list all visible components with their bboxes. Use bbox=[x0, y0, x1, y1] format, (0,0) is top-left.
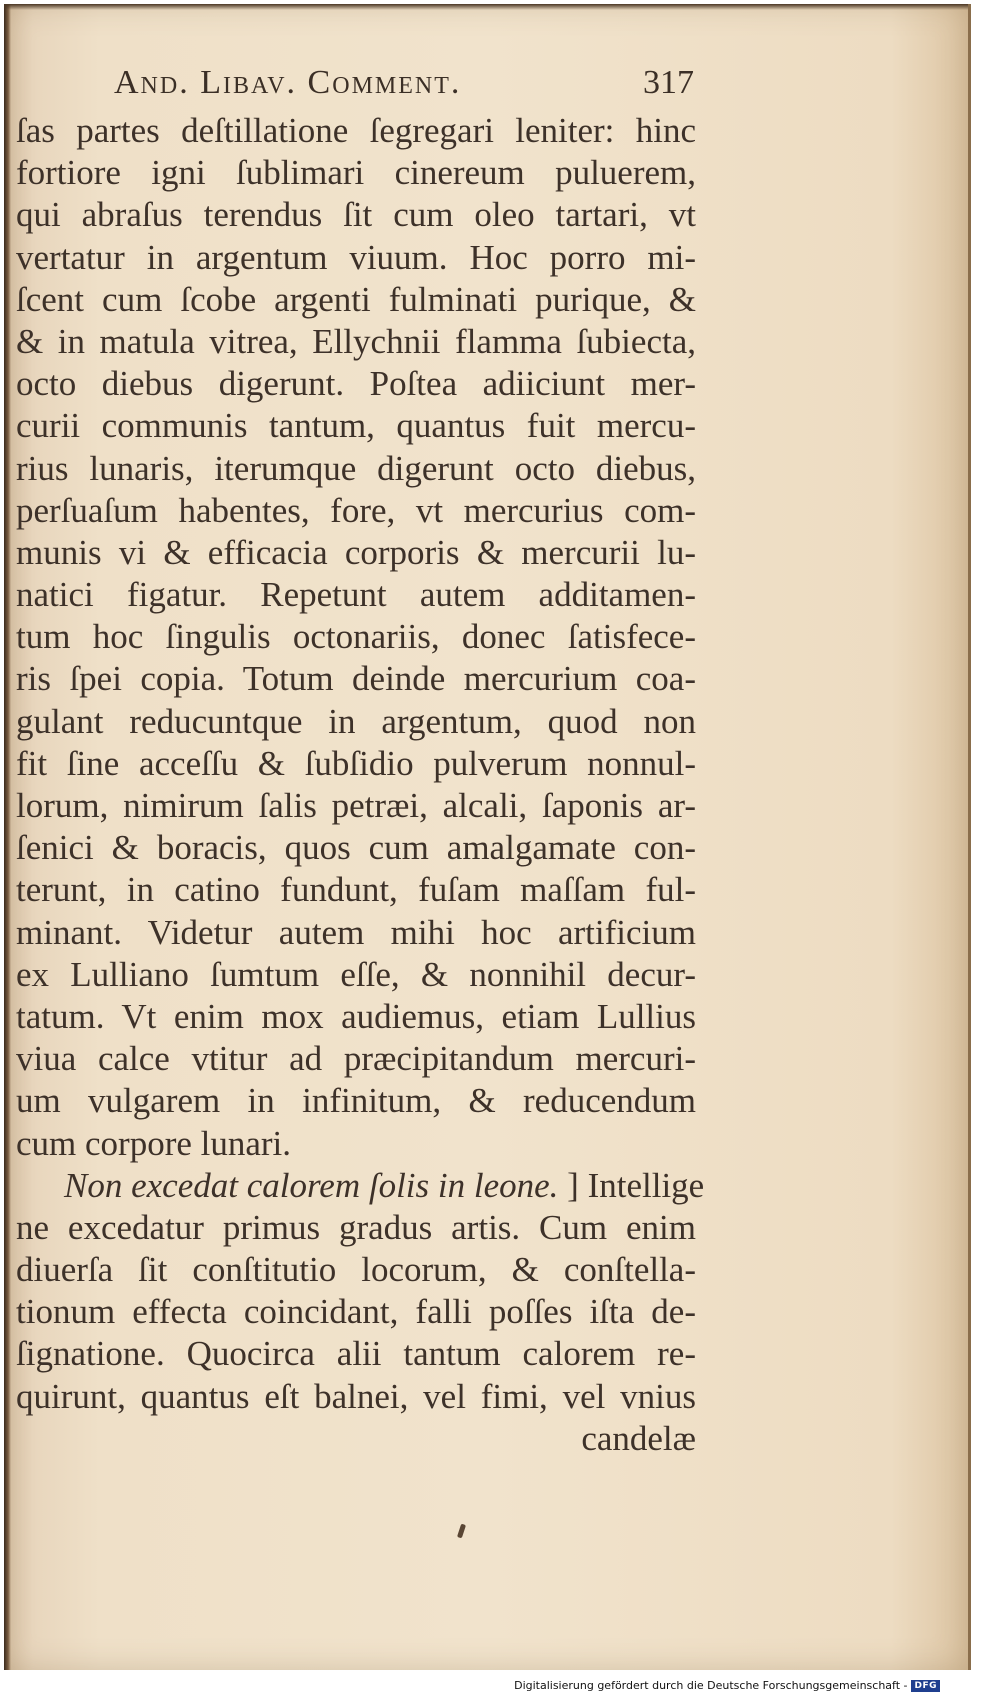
text-line: minant. Videtur autem mihi hoc artificium bbox=[16, 912, 696, 952]
text-line: curii communis tantum, quantus fuit mercu- bbox=[16, 406, 696, 446]
credit-text: Digitalisierung gefördert durch die Deutsche Forschungsgemeinschaft - bbox=[514, 1679, 908, 1692]
running-head-title: And. Libav. Comment. bbox=[114, 64, 462, 101]
catchword: candelæ bbox=[581, 1418, 696, 1458]
text-line: quirunt, quantus eſt balnei, vel fimi, vel vnius bbox=[16, 1376, 696, 1416]
text-line: tum hoc ſingulis octonariis, donec ſatisfece- bbox=[16, 617, 696, 657]
page-top-shadow bbox=[4, 4, 968, 10]
lemma-bracket: ] bbox=[567, 1165, 579, 1205]
text-block bbox=[16, 110, 705, 1460]
page-number: 317 bbox=[643, 64, 694, 101]
text-line: lorum, nimirum ſalis petræi, alcali, ſaponis ar- bbox=[16, 786, 696, 825]
text-line: vertatur in argentum viuum. Hoc porro mi- bbox=[16, 237, 696, 277]
text-line: octo diebus digerunt. Poſtea adiiciunt mer- bbox=[16, 364, 696, 404]
page-spine-shadow bbox=[4, 4, 11, 1670]
text-line: fit ſine acceſſu & ſubſidio pulverum nonnul- bbox=[16, 743, 696, 783]
text-line: ſcent cum ſcobe argenti fulminati purique, & bbox=[16, 279, 696, 319]
text-line: um vulgarem in infinitum, & reducendum bbox=[16, 1081, 696, 1121]
text-line: perſuaſum habentes, fore, vt mercurius com- bbox=[16, 490, 696, 530]
running-head bbox=[114, 64, 694, 102]
text-line: ne excedatur primus gradus artis. Cum enim bbox=[16, 1207, 696, 1247]
book-page bbox=[4, 4, 971, 1670]
text-line: ex Lulliano ſumtum eſſe, & nonnihil decur- bbox=[16, 954, 696, 994]
text-line: & in matula vitrea, Ellychnii flamma ſubiecta, bbox=[16, 321, 696, 361]
lemma-line bbox=[16, 1165, 705, 1207]
digitization-credit bbox=[514, 1679, 940, 1692]
text-line: ſignatione. Quocirca alii tantum calorem re- bbox=[16, 1334, 696, 1374]
text-line: tionum effecta coincidant, falli poſſes iſta de- bbox=[16, 1292, 696, 1332]
text-line: qui abraſus terendus ſit cum oleo tartari, vt bbox=[16, 195, 696, 235]
lemma-rest: Intellige bbox=[587, 1165, 705, 1205]
text-line: fortiore igni ſublimari cinereum puluerem, bbox=[16, 153, 696, 193]
ink-speck bbox=[457, 1524, 466, 1539]
text-line: viua calce vtitur ad præcipitandum mercuri- bbox=[16, 1039, 696, 1079]
text-line: rius lunaris, iterumque digerunt octo diebus, bbox=[16, 448, 696, 488]
text-line: ris ſpei copia. Totum deinde mercurium coa- bbox=[16, 659, 696, 699]
text-line: munis vi & efficacia corporis & mercurii lu- bbox=[16, 532, 696, 572]
lemma-italic: Non excedat calorem ſolis in leone. bbox=[64, 1165, 559, 1205]
text-line: tatum. Vt enim mox audiemus, etiam Lullius bbox=[16, 996, 696, 1036]
text-line: diuerſa ſit conſtitutio locorum, & conſtella- bbox=[16, 1250, 696, 1290]
dfg-logo: DFG bbox=[911, 1680, 940, 1692]
text-line: ſenici & boracis, quos cum amalgamate con- bbox=[16, 828, 696, 868]
text-line: gulant reducuntque in argentum, quod non bbox=[16, 701, 696, 741]
text-line: natici figatur. Repetunt autem additamen- bbox=[16, 575, 696, 615]
text-line: terunt, in catino fundunt, fuſam maſſam ful- bbox=[16, 870, 696, 910]
text-line: ſas partes deſtillatione ſegregari leniter: hinc bbox=[16, 111, 696, 150]
text-line: cum corpore lunari. bbox=[16, 1123, 292, 1163]
